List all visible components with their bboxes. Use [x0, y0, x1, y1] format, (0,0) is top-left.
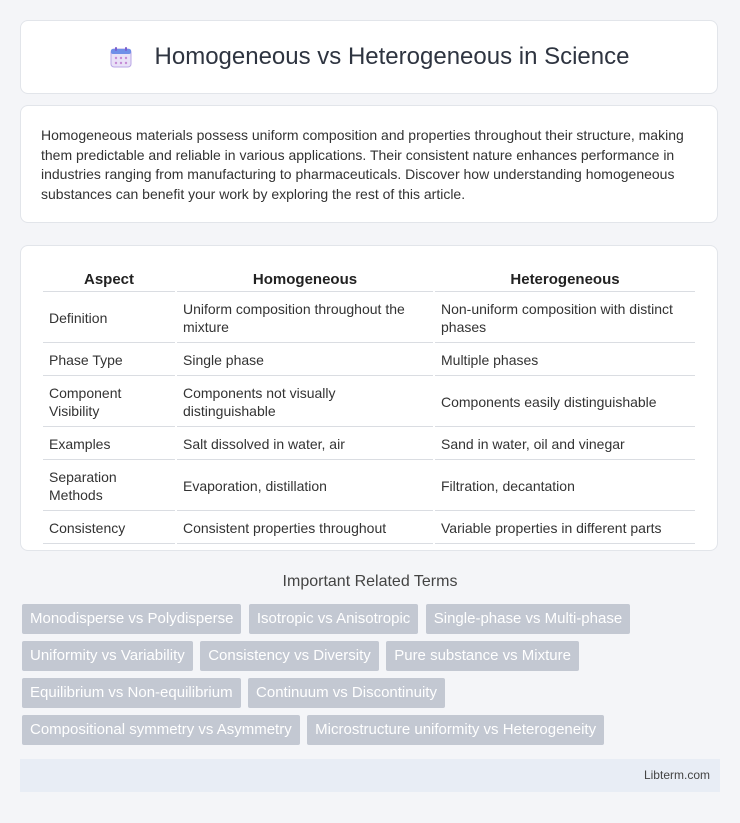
- table-cell: Components easily distinguishable: [435, 378, 695, 427]
- related-term-tag[interactable]: Uniformity vs Variability: [22, 641, 193, 671]
- related-terms-title: Important Related Terms: [282, 573, 458, 590]
- intro-text: Homogeneous materials possess uniform composition and properties throughout their structure, making them predictable and reliable in various applications. Their consistent nature enhances performance in industries ranging from manufacturing to pharmaceuticals. Discover how understanding homogeneous substances can benefit your work by exploring the rest of this article.: [41, 127, 684, 202]
- related-term-tag[interactable]: Microstructure uniformity vs Heterogeneity: [307, 715, 604, 745]
- table-cell: Components not visually distinguishable: [177, 378, 433, 427]
- table-cell: Non-uniform composition with distinct phases: [435, 294, 695, 343]
- calendar-icon: [109, 45, 133, 69]
- table-cell: Filtration, decantation: [435, 462, 695, 511]
- table-cell: Consistent properties throughout: [177, 513, 433, 544]
- page-title: Homogeneous vs Heterogeneous in Science: [154, 43, 630, 70]
- table-cell: Phase Type: [43, 345, 175, 376]
- related-term-tag[interactable]: Consistency vs Diversity: [200, 641, 379, 671]
- table-cell: Sand in water, oil and vinegar: [435, 429, 695, 460]
- table-row: [43, 294, 695, 343]
- table-cell: Variable properties in different parts: [435, 513, 695, 544]
- table-row: [43, 513, 695, 544]
- footer: [20, 759, 720, 792]
- table-cell: Uniform composition throughout the mixture: [177, 294, 433, 343]
- table-cell: Separation Methods: [43, 462, 175, 511]
- related-term-tag[interactable]: Single-phase vs Multi-phase: [426, 604, 630, 634]
- comparison-table-card: [20, 245, 718, 551]
- column-header-heterogeneous: Heterogeneous: [435, 268, 695, 292]
- table-cell: Consistency: [43, 513, 175, 544]
- intro-card: [20, 105, 718, 223]
- related-term-tag[interactable]: Monodisperse vs Polydisperse: [22, 604, 241, 634]
- table-cell: Salt dissolved in water, air: [177, 429, 433, 460]
- table-cell: Evaporation, distillation: [177, 462, 433, 511]
- table-cell: Single phase: [177, 345, 433, 376]
- table-header-row: [43, 268, 695, 292]
- table-cell: Examples: [43, 429, 175, 460]
- column-header-homogeneous: Homogeneous: [177, 268, 433, 292]
- related-term-tag[interactable]: Continuum vs Discontinuity: [248, 678, 445, 708]
- table-cell: Definition: [43, 294, 175, 343]
- column-header-aspect: Aspect: [43, 268, 175, 292]
- related-term-tag[interactable]: Compositional symmetry vs Asymmetry: [22, 715, 300, 745]
- table-cell: Multiple phases: [435, 345, 695, 376]
- footer-site-link[interactable]: Libterm.com: [643, 768, 710, 782]
- header-card: [20, 20, 718, 94]
- comparison-table: [41, 266, 697, 546]
- table-row: [43, 429, 695, 460]
- table-row: [43, 345, 695, 376]
- table-row: [43, 378, 695, 427]
- related-term-tag[interactable]: Equilibrium vs Non-equilibrium: [22, 678, 241, 708]
- table-cell: Component Visibility: [43, 378, 175, 427]
- related-terms-list: [22, 604, 722, 752]
- related-term-tag[interactable]: Isotropic vs Anisotropic: [249, 604, 418, 634]
- related-term-tag[interactable]: Pure substance vs Mixture: [386, 641, 579, 671]
- table-row: [43, 462, 695, 511]
